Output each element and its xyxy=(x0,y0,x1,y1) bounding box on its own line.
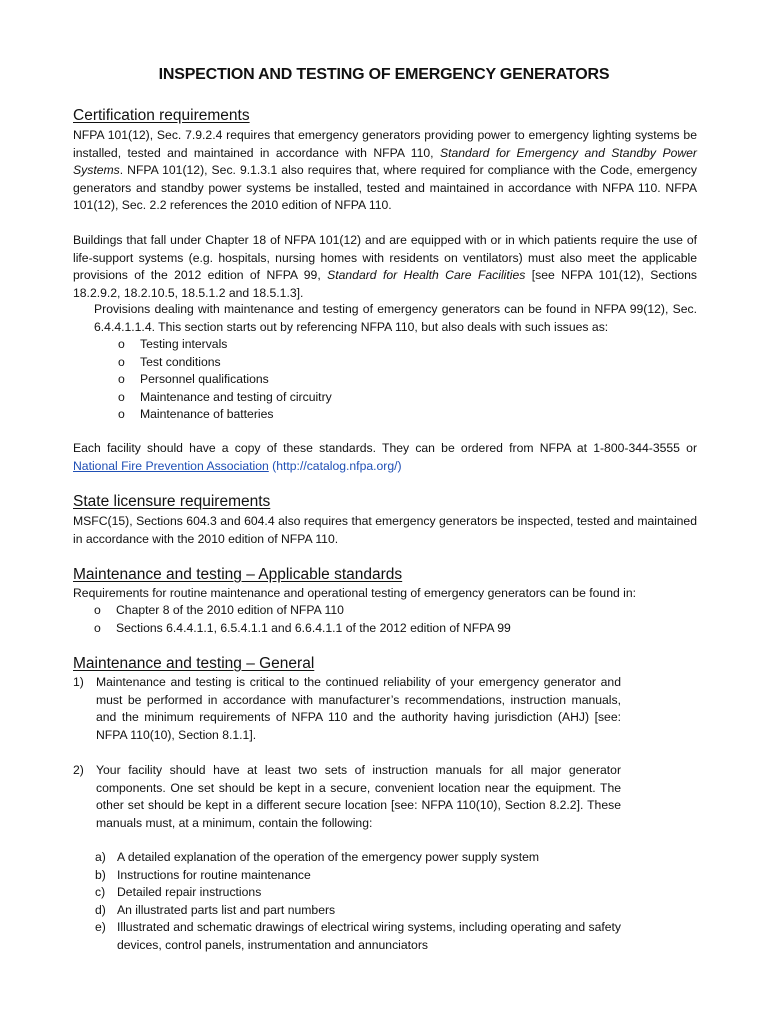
paragraph-text: [see NFPA 101(12), Sections 18.2.9.2, 18.2.10.5, 18.5.1.2 and 18.5.1.3]. xyxy=(73,268,697,300)
numbered-item-2 xyxy=(73,762,621,832)
item-number: 1) xyxy=(73,675,84,689)
paragraph-chapter-18 xyxy=(73,232,697,302)
paragraph-text: . NFPA 101(12), Sec. 9.1.3.1 also requires that, where required for compliance with the Code, emergency generators and standby power systems be installed, tested and maintained in accordance with NFPA 110. NFPA 101(12), Sec. 2.2 references the 2010 edition of NFPA 110. xyxy=(73,163,697,212)
list-item: o Chapter 8 of the 2010 edition of NFPA 110 xyxy=(94,602,511,620)
item-letter: b) xyxy=(95,867,106,882)
list-item: o Personnel qualifications xyxy=(118,371,332,389)
catalog-url: (http://catalog.nfpa.org/) xyxy=(272,458,402,473)
paragraph-text: Buildings that fall under Chapter 18 of NFPA 101(12) and are equipped with or in which patients require the use of life-support systems (e.g. hospitals, nursing homes with residents on ventilators) must also meet the applicable provisions of the 2012 edition of NFPA 99, xyxy=(73,233,697,282)
paragraph-order-standards xyxy=(73,440,697,475)
list-item: o Maintenance and testing of circuitry xyxy=(118,389,332,407)
heading-applicable-standards: Maintenance and testing – Applicable standards xyxy=(73,566,403,583)
bullet-marker: o xyxy=(94,603,101,617)
paragraph-text: NFPA 101(12), Sec. 7.9.2.4 requires that emergency generators providing power to emergency lighting systems be installed, tested and maintained in accordance with NFPA 110, xyxy=(73,128,697,160)
item-letter: c) xyxy=(95,885,106,899)
document-title: INSPECTION AND TESTING OF EMERGENCY GENERATORS xyxy=(158,66,610,83)
bullet-marker: o xyxy=(94,620,101,635)
item-letter: d) xyxy=(95,902,106,917)
list-item: o Maintenance of batteries xyxy=(118,406,332,424)
item-number: 2) xyxy=(73,763,84,777)
heading-general: Maintenance and testing – General xyxy=(73,655,315,672)
bullet-marker: o xyxy=(118,389,125,404)
list-item: o Testing intervals xyxy=(118,336,332,354)
nfpa-link[interactable]: National Fire Prevention Association xyxy=(73,458,269,473)
list-item: e) Illustrated and schematic drawings of electrical wiring systems, including operating and safety devices, control panels, instrumentation and annunciators xyxy=(95,920,621,952)
paragraph-requirements: Requirements for routine maintenance and operational testing of emergency generators can be found in: xyxy=(73,586,637,600)
bullet-marker: o xyxy=(118,354,125,369)
standards-list xyxy=(94,602,511,637)
paragraph-nfpa-101 xyxy=(73,127,697,215)
bullet-marker: o xyxy=(118,337,125,351)
bullet-marker: o xyxy=(118,407,125,422)
heading-certification: Certification requirements xyxy=(73,107,250,124)
list-item: a) A detailed explanation of the operation of the emergency power supply system xyxy=(95,849,621,867)
list-item: o Test conditions xyxy=(118,354,332,372)
paragraph-msfc: MSFC(15), Sections 604.3 and 604.4 also requires that emergency generators be inspected, tested and maintained in accordance with the 2010 edition of NFPA 110. xyxy=(73,514,697,546)
heading-state-licensure: State licensure requirements xyxy=(73,493,271,510)
list-item: o Sections 6.4.4.1.1, 6.5.4.1.1 and 6.6.4.1.1 of the 2012 edition of NFPA 99 xyxy=(94,620,511,638)
item-text: Your facility should have at least two sets of instruction manuals for all major generator components. One set should be kept in a secure, convenient location near the equipment. The other set should be kept in a different secure location [see: NFPA 110(10), Section 8.2.2]. These manuals must, at a minimum, contain the following: xyxy=(96,763,621,830)
bullet-marker: o xyxy=(118,372,125,387)
standard-title: Standard for Emergency and Standby Power Systems xyxy=(73,145,697,177)
issues-list xyxy=(118,336,332,424)
standard-title: Standard for Health Care Facilities xyxy=(327,268,526,282)
list-item: d) An illustrated parts list and part numbers xyxy=(95,902,621,920)
list-item: b) Instructions for routine maintenance xyxy=(95,867,621,885)
manual-contents-list xyxy=(95,849,621,954)
paragraph-provisions: Provisions dealing with maintenance and testing of emergency generators can be found in NFPA 99(12), Sec. 6.4.4.1.1.4. This section starts out by referencing NFPA 110, but also deals with such issues as: xyxy=(94,302,697,334)
item-letter: e) xyxy=(95,920,106,934)
numbered-item-1 xyxy=(73,674,621,744)
item-letter: a) xyxy=(95,850,106,864)
list-item: c) Detailed repair instructions xyxy=(95,884,621,902)
paragraph-text: Each facility should have a copy of these standards. They can be ordered from NFPA at 1-800-344-3555 or xyxy=(73,441,697,455)
item-text: Maintenance and testing is critical to the continued reliability of your emergency generator and must be performed in accordance with manufacturer’s recommendations, instruction manuals, and the minimum requirements of NFPA 110 and the authority having jurisdiction (AHJ) [see: NFPA 110(10), Section 8.1.1]. xyxy=(96,675,621,742)
